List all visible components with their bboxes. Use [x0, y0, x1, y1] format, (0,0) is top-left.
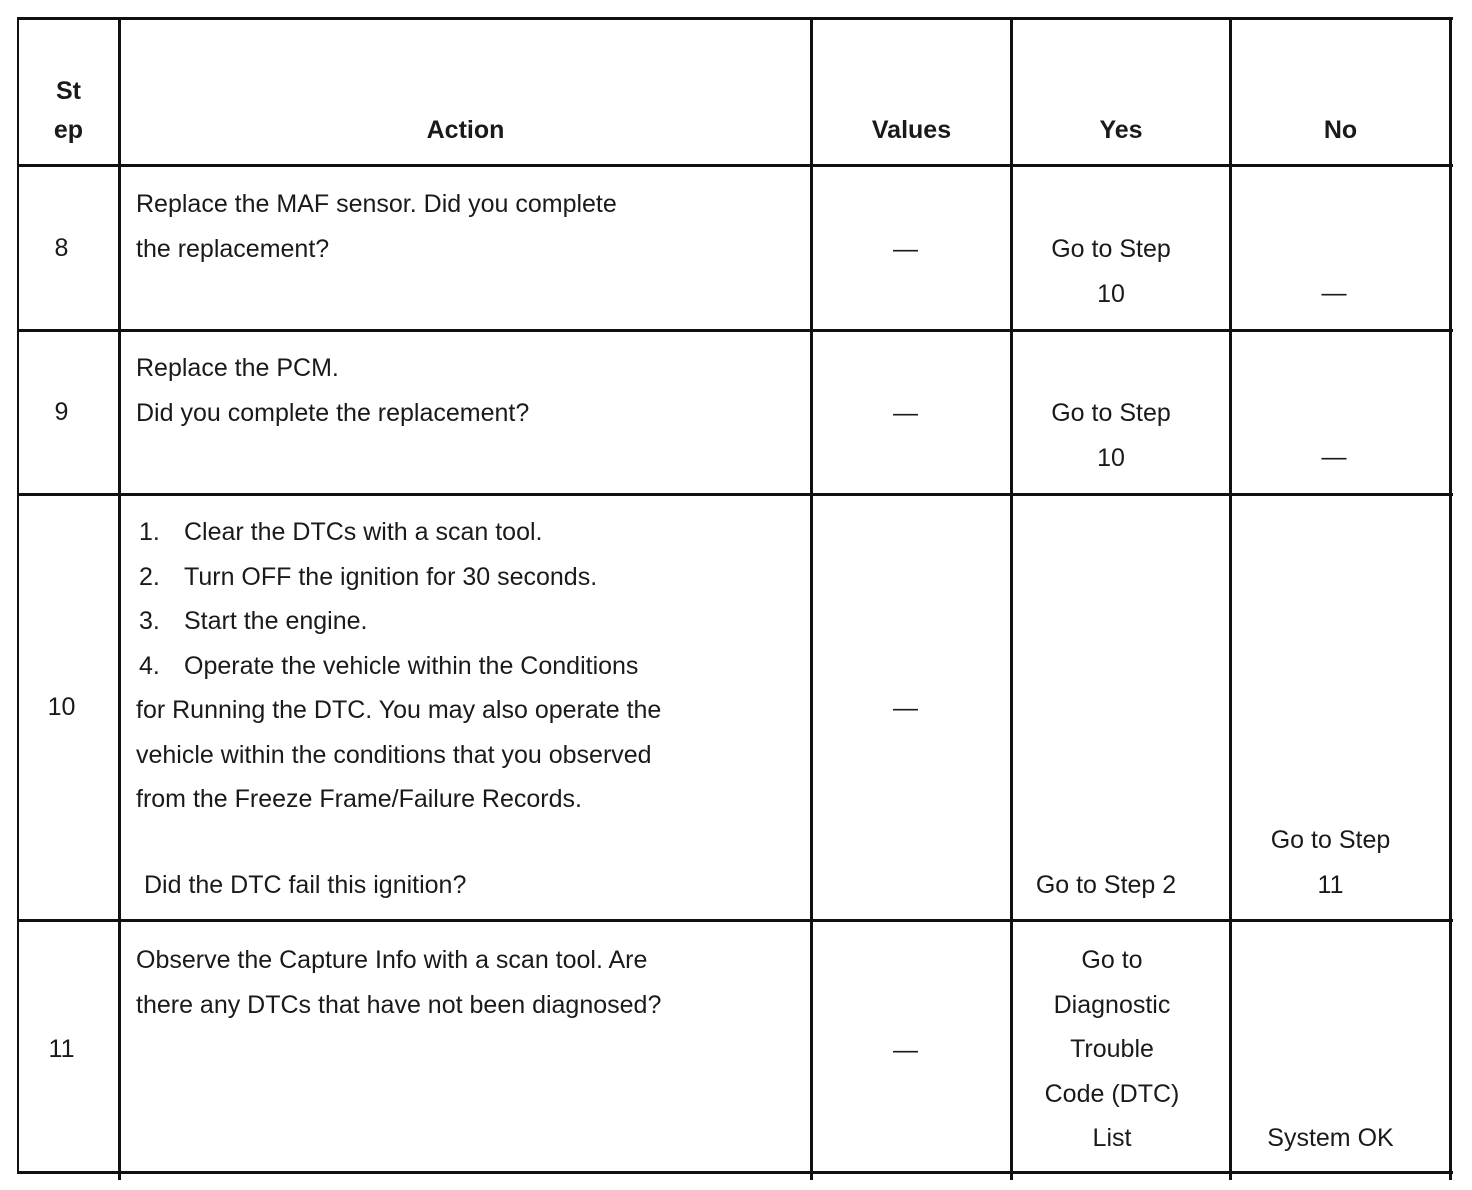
- no-result: [1232, 818, 1429, 907]
- step-number: 10: [47, 693, 76, 721]
- header-action: Action: [426, 116, 505, 144]
- yes-line: Go to: [1081, 946, 1143, 974]
- action-text: [136, 510, 806, 822]
- action-line: there any DTCs that have not been diagnosed?: [136, 990, 662, 1019]
- action-question: Did the DTC fail this ignition?: [144, 871, 467, 899]
- yes-result: Go to Step 2: [1035, 871, 1177, 899]
- action-line: Did you complete the replacement?: [136, 398, 530, 427]
- step-number: 8: [54, 234, 69, 262]
- step-number: 11: [48, 1035, 75, 1063]
- header-values: Values: [871, 116, 952, 144]
- list-text: Operate the vehicle within the Conditions: [184, 651, 639, 680]
- no-line: Go to Step: [1270, 826, 1391, 854]
- list-number: 4.: [139, 651, 160, 680]
- step-number: 9: [54, 398, 69, 426]
- action-line: vehicle within the conditions that you observed: [136, 740, 652, 769]
- yes-line: Diagnostic: [1053, 990, 1171, 1019]
- list-text: Start the engine.: [184, 607, 368, 635]
- header-bottom-border: [17, 164, 1453, 167]
- value-dash: —: [893, 399, 918, 427]
- action-text: [136, 938, 806, 1027]
- list-number: 2.: [139, 562, 160, 591]
- action-line: Replace the MAF sensor. Did you complete: [136, 190, 617, 218]
- no-dash: —: [1321, 443, 1347, 471]
- column-divider: [118, 17, 121, 1180]
- no-result: System OK: [1267, 1124, 1394, 1152]
- header-yes: Yes: [1099, 116, 1143, 144]
- list-text: Turn OFF the ignition for 30 seconds.: [184, 562, 598, 591]
- yes-line: Go to Step: [1051, 399, 1171, 427]
- list-item: [136, 599, 806, 644]
- yes-line: List: [1092, 1124, 1132, 1152]
- header-no: No: [1323, 116, 1358, 144]
- row-divider: [17, 493, 1453, 496]
- yes-line: Trouble: [1070, 1035, 1154, 1063]
- header-step: [19, 72, 118, 150]
- list-number: 3.: [139, 607, 160, 635]
- list-item: [136, 510, 806, 555]
- action-line: Replace the PCM.: [136, 354, 339, 382]
- yes-line: Go to Step: [1051, 235, 1171, 263]
- no-line: 11: [1317, 870, 1344, 899]
- action-line: for Running the DTC. You may also operate the: [136, 696, 662, 724]
- yes-line: 10: [1097, 443, 1125, 472]
- action-line: from the Freeze Frame/Failure Records.: [136, 785, 582, 813]
- no-dash: —: [1321, 279, 1347, 307]
- table-top-border: [17, 17, 1453, 20]
- list-text: Clear the DTCs with a scan tool.: [184, 518, 543, 546]
- row-divider: [17, 329, 1453, 332]
- action-line: the replacement?: [136, 234, 330, 263]
- column-divider: [810, 17, 813, 1180]
- yes-line: 10: [1097, 279, 1125, 308]
- yes-result: [1013, 391, 1209, 480]
- table-bottom-border: [17, 1171, 1453, 1174]
- yes-line: Code (DTC): [1044, 1079, 1180, 1108]
- list-number: 1.: [139, 518, 160, 546]
- header-step-line2: ep: [53, 116, 84, 144]
- action-text: [136, 346, 806, 435]
- yes-result: [1013, 227, 1209, 316]
- list-item: [136, 644, 806, 689]
- value-dash: —: [893, 694, 918, 722]
- header-step-line1: St: [56, 77, 81, 105]
- value-dash: —: [893, 235, 918, 263]
- yes-result: [1013, 938, 1211, 1161]
- action-line: Observe the Capture Info with a scan tool. Are: [136, 946, 648, 974]
- table-left-border: [17, 17, 19, 1174]
- list-item: [136, 555, 806, 600]
- row-divider: [17, 919, 1453, 922]
- value-dash: —: [893, 1036, 918, 1064]
- action-text: [136, 182, 806, 271]
- column-divider: [1229, 17, 1232, 1180]
- table-right-border: [1449, 17, 1452, 1180]
